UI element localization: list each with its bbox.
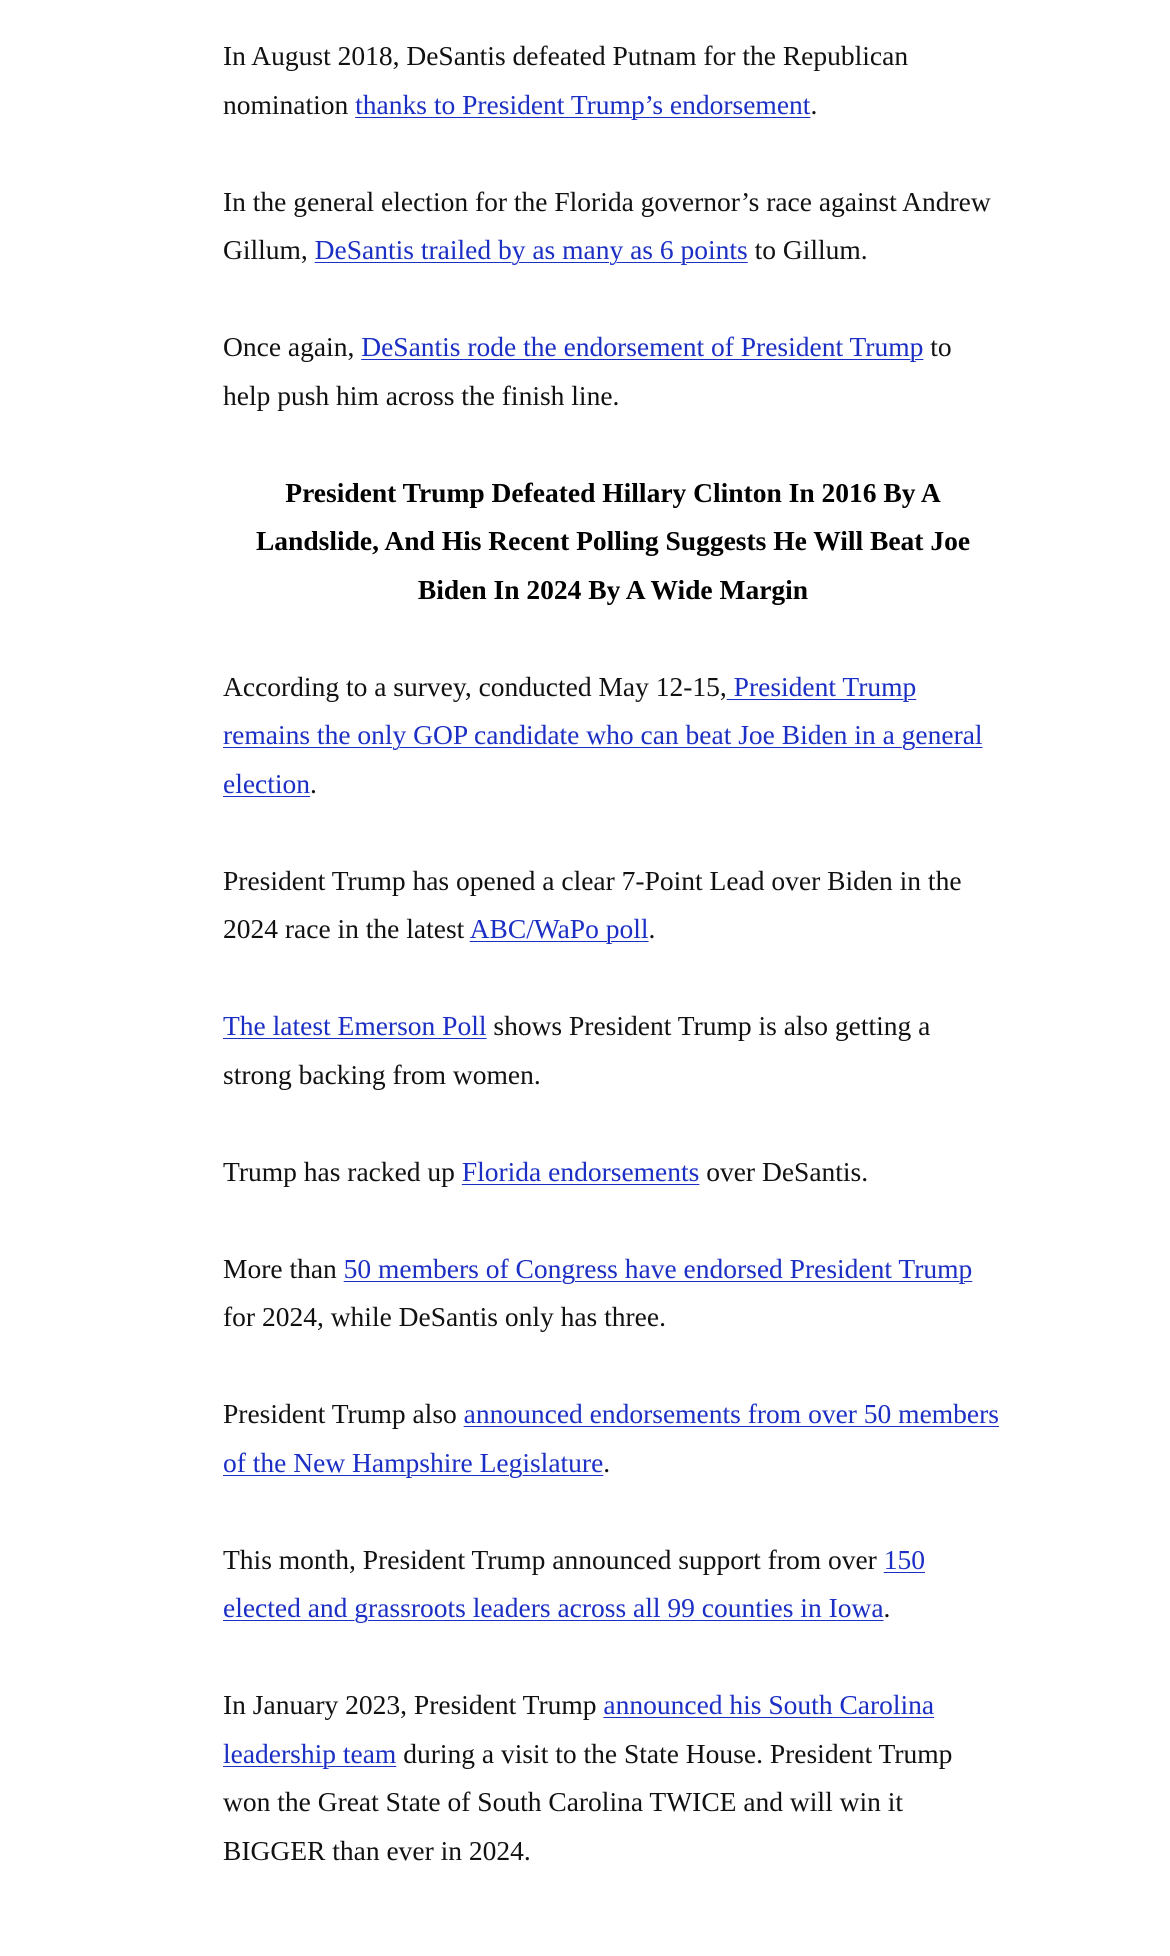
section-heading: President Trump Defeated Hillary Clinton In 2016 By A Landslide, And His Recent Polling Suggests He Will Beat Joe Biden In 2024 By A Wide Margin xyxy=(255,476,971,605)
paragraph-text: More than xyxy=(223,1252,344,1284)
link-desantis-rode-endorsement[interactable]: DeSantis rode the endorsement of President Trump xyxy=(361,331,924,362)
paragraph-text: . xyxy=(648,913,656,944)
paragraph-text: This month, President Trump announced support from over xyxy=(223,1543,884,1575)
link-desantis-trailed[interactable]: DeSantis trailed by as many as 6 points xyxy=(314,234,748,265)
paragraph-congress xyxy=(223,1245,1003,1342)
paragraph-text: In January 2023, President Trump xyxy=(223,1689,604,1720)
paragraph-iowa xyxy=(223,1536,1003,1633)
paragraph-emerson xyxy=(223,1002,1003,1099)
paragraph-text: to Gillum. xyxy=(747,234,868,265)
link-emerson-poll[interactable]: The latest Emerson Poll xyxy=(223,1010,487,1041)
paragraph-general-election xyxy=(223,178,1003,275)
paragraph-text: President Trump has opened a clear 7-Point Lead over Biden in the 2024 race in the latest xyxy=(223,864,962,944)
link-iowa-leaders[interactable]: 150 elected and grassroots leaders across all 99 counties in Iowa xyxy=(223,1543,925,1623)
paragraph-text: during a visit to the State House. President Trump won the Great State of South Carolina TWICE and will win it BIGGER than ever in 2024. xyxy=(223,1737,953,1866)
paragraph-abc-wapo xyxy=(223,857,1003,954)
paragraph-south-carolina xyxy=(223,1681,1003,1875)
paragraph-text: . xyxy=(810,88,818,120)
link-congress-endorsements[interactable]: 50 members of Congress have endorsed President Trump xyxy=(343,1252,973,1284)
paragraph-text: Once again, xyxy=(223,331,362,362)
paragraph-text: In the general election for the Florida governor’s race against Andrew Gillum, xyxy=(223,185,991,265)
paragraph-text: shows President Trump is also getting a strong backing from women. xyxy=(223,1010,931,1090)
document-body xyxy=(223,32,1003,1924)
link-only-gop-candidate[interactable]: President Trump remains the only GOP candidate who can beat Joe Biden in a general election xyxy=(223,670,983,799)
paragraph-text: for 2024, while DeSantis only has three. xyxy=(223,1301,666,1332)
paragraph-desantis-nomination xyxy=(223,32,1003,129)
paragraph-text: . xyxy=(883,1592,891,1623)
link-florida-endorsements[interactable]: Florida endorsements xyxy=(461,1155,700,1187)
paragraph-florida-endorsements xyxy=(223,1148,1003,1197)
paragraph-text: over DeSantis. xyxy=(699,1155,869,1187)
link-abc-wapo-poll[interactable]: ABC/WaPo poll xyxy=(469,913,649,944)
paragraph-new-hampshire xyxy=(223,1390,1003,1487)
link-trump-endorsement[interactable]: thanks to President Trump’s endorsement xyxy=(355,88,811,120)
paragraph-text: to help push him across the finish line. xyxy=(223,331,952,411)
paragraph-text: In August 2018, DeSantis defeated Putnam for the Republican nomination xyxy=(223,40,909,120)
paragraph-survey xyxy=(223,663,1003,809)
paragraph-text: President Trump also xyxy=(223,1398,464,1429)
link-new-hampshire-legislature[interactable]: announced endorsements from over 50 members of the New Hampshire Legislature xyxy=(223,1398,999,1478)
paragraph-text: Trump has racked up xyxy=(223,1155,462,1187)
paragraph-once-again xyxy=(223,323,1003,420)
paragraph-text: . xyxy=(310,767,317,799)
paragraph-text: . xyxy=(603,1446,611,1478)
link-south-carolina-team[interactable]: announced his South Carolina leadership team xyxy=(223,1689,935,1769)
paragraph-text: According to a survey, conducted May 12-15, xyxy=(223,670,727,702)
